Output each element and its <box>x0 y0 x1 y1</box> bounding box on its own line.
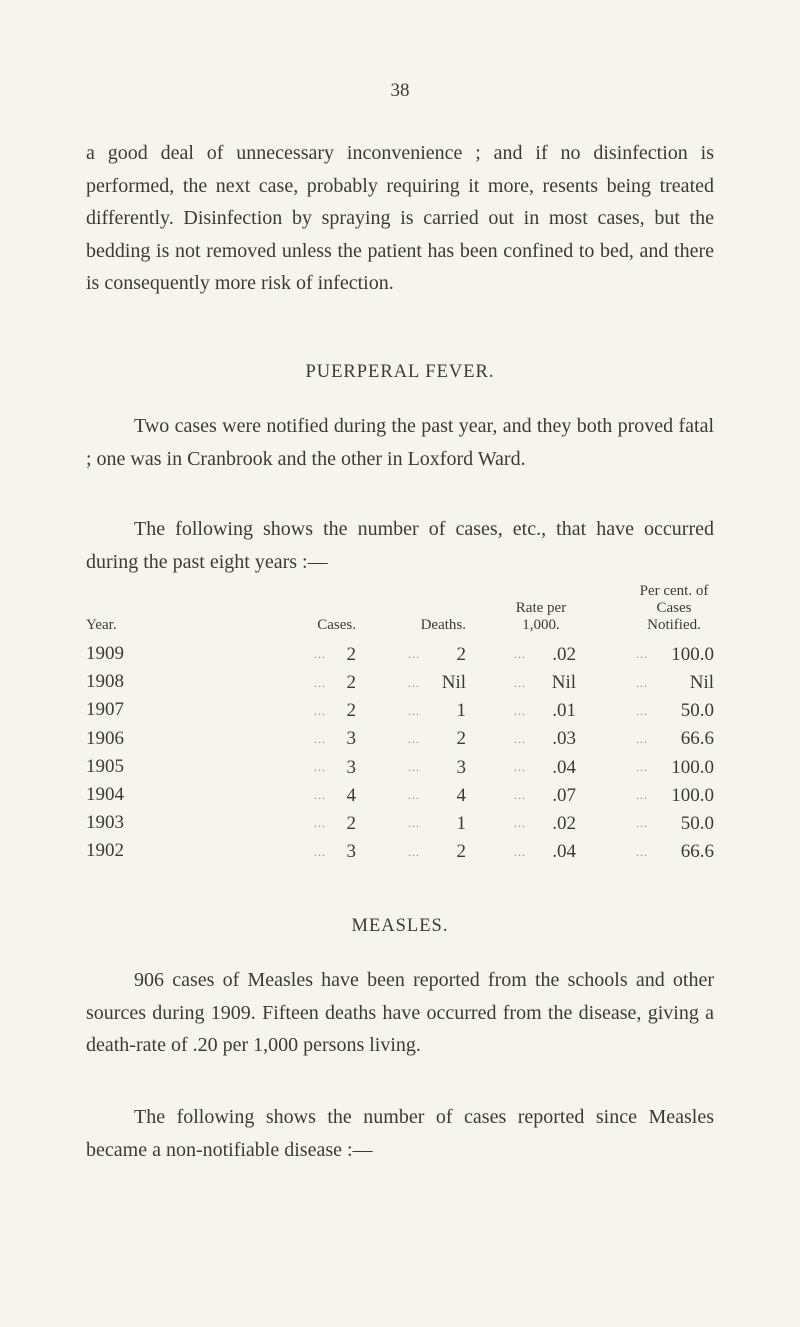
leader-dots: ... <box>636 731 648 746</box>
cell-wrap <box>466 757 576 779</box>
cell-cases <box>206 640 356 668</box>
cell-cases <box>206 725 356 753</box>
leader-dots: ... <box>314 647 326 662</box>
leader-dots: ... <box>514 816 526 831</box>
leader-dots: ... <box>636 703 648 718</box>
cell-value: Nil <box>441 672 466 694</box>
leader-dots: ... <box>314 844 326 859</box>
cell-wrap <box>576 813 714 835</box>
table-row <box>86 725 714 753</box>
cell-deaths <box>356 837 466 865</box>
cell-value: .02 <box>552 812 576 834</box>
leader-dots: ... <box>514 703 526 718</box>
cell-wrap <box>356 841 466 863</box>
cell-value: 4 <box>456 784 466 806</box>
cell-value: .01 <box>552 700 576 722</box>
cell-value: 3 <box>456 756 466 778</box>
leader-dots: ... <box>514 731 526 746</box>
cell-cases <box>206 753 356 781</box>
leader-dots: ... <box>636 844 648 859</box>
leader-dots: ... <box>636 647 648 662</box>
cell-year: 1904 <box>86 784 124 806</box>
paragraph-table-intro: The following shows the number of cases, etc., that have occurred during the past eight years :— <box>86 518 714 573</box>
header-rate <box>466 583 576 640</box>
leader-dots: ... <box>636 675 648 690</box>
leader-dots: ... <box>408 844 420 859</box>
header-year: Year. <box>86 617 117 633</box>
cell-value: .07 <box>552 784 576 806</box>
leader-dots: ... <box>314 675 326 690</box>
cell-pct <box>576 809 714 837</box>
leader-dots: ... <box>408 816 420 831</box>
cell-value: 2 <box>456 841 466 863</box>
cell-value: 2 <box>456 728 466 750</box>
cell-wrap <box>576 728 714 750</box>
cell-value: Nil <box>689 672 714 694</box>
cell-value: 66.6 <box>680 728 714 750</box>
cell-value: 50.0 <box>680 812 714 834</box>
cell-wrap <box>466 700 576 722</box>
leader-dots: ... <box>636 788 648 803</box>
cell-wrap <box>206 644 356 666</box>
leader-dots: ... <box>514 760 526 775</box>
cell-wrap <box>206 757 356 779</box>
cell-value: .03 <box>552 728 576 750</box>
cell-cases <box>206 781 356 809</box>
cell-wrap <box>206 813 356 835</box>
cell-value: 50.0 <box>680 700 714 722</box>
cell-wrap <box>356 672 466 694</box>
cell-wrap <box>576 672 714 694</box>
cell-wrap <box>576 785 714 807</box>
cell-wrap <box>466 728 576 750</box>
cell-pct <box>576 837 714 865</box>
cell-wrap <box>356 785 466 807</box>
cell-value: 100.0 <box>671 784 714 806</box>
cell-deaths <box>356 668 466 696</box>
cell-value: 2 <box>346 643 356 665</box>
leader-dots: ... <box>514 844 526 859</box>
cell-wrap <box>356 644 466 666</box>
header-percent <box>576 583 714 640</box>
leader-dots: ... <box>408 647 420 662</box>
leader-dots: ... <box>314 760 326 775</box>
paragraph-measles-cases: 906 cases of Measles have been reported from the schools and other sources during 1909. Fifteen deaths have occurred from the disease, giving a death-rate of .20 per 1,000 persons living. <box>86 969 714 1056</box>
cell-rate <box>466 696 576 724</box>
cell-year: 1906 <box>86 727 124 749</box>
cell-value: Nil <box>551 672 576 694</box>
cell-value: 4 <box>346 784 356 806</box>
heading-puerperal-fever: PUERPERAL FEVER. <box>305 362 495 382</box>
leader-dots: ... <box>314 731 326 746</box>
cell-wrap <box>576 644 714 666</box>
cell-rate <box>466 668 576 696</box>
cell-wrap <box>466 672 576 694</box>
leader-dots: ... <box>408 788 420 803</box>
cell-pct <box>576 725 714 753</box>
cell-pct <box>576 753 714 781</box>
leader-dots: ... <box>636 816 648 831</box>
cell-wrap <box>466 813 576 835</box>
cell-deaths <box>356 696 466 724</box>
cell-deaths <box>356 753 466 781</box>
paragraph-disinfection: a good deal of unnecessary inconvenience ; and if no disinfection is performed, the next case, probably requiring it more, resents being treated differently. Disinfection by spraying is carried out in most cases, but the bedding is not removed unless the patient has been confined to bed, and there is consequently more risk of infection. <box>86 142 714 294</box>
cell-pct <box>576 696 714 724</box>
cell-wrap <box>356 700 466 722</box>
leader-dots: ... <box>408 703 420 718</box>
cell-wrap <box>356 757 466 779</box>
cell-deaths <box>356 781 466 809</box>
leader-dots: ... <box>408 675 420 690</box>
cell-pct <box>576 640 714 668</box>
cell-value: 1 <box>456 812 466 834</box>
table-row <box>86 753 714 781</box>
cell-value: 100.0 <box>671 643 714 665</box>
cell-cases <box>206 668 356 696</box>
leader-dots: ... <box>514 788 526 803</box>
cell-value: 2 <box>346 700 356 722</box>
leader-dots: ... <box>408 760 420 775</box>
cell-wrap <box>356 813 466 835</box>
header-cases: Cases. <box>317 617 356 633</box>
leader-dots: ... <box>514 675 526 690</box>
table-row <box>86 640 714 668</box>
cell-wrap <box>576 841 714 863</box>
cell-value: .02 <box>552 643 576 665</box>
leader-dots: ... <box>636 760 648 775</box>
cell-wrap <box>206 841 356 863</box>
paragraph-puerperal-cases: Two cases were notified during the past year, and they both proved fatal ; one was in Cranbrook and the other in Loxford Ward. <box>86 415 714 470</box>
cell-wrap <box>206 700 356 722</box>
cell-value: 3 <box>346 728 356 750</box>
table-row <box>86 837 714 865</box>
cell-rate <box>466 809 576 837</box>
cell-value: 100.0 <box>671 756 714 778</box>
leader-dots: ... <box>314 788 326 803</box>
cell-wrap <box>466 644 576 666</box>
table-row <box>86 809 714 837</box>
paragraph-measles-intro: The following shows the number of cases reported since Measles became a non-notifiable disease :— <box>86 1106 714 1161</box>
leader-dots: ... <box>408 731 420 746</box>
cell-year: 1907 <box>86 699 124 721</box>
cell-wrap <box>206 728 356 750</box>
cell-cases <box>206 837 356 865</box>
cell-value: 2 <box>346 672 356 694</box>
page-number: 38 <box>390 80 410 101</box>
cell-wrap <box>466 841 576 863</box>
cell-wrap <box>576 757 714 779</box>
cell-wrap <box>356 728 466 750</box>
cell-year: 1903 <box>86 812 124 834</box>
header-percent-text: Per cent. of Cases Notified. <box>639 583 709 633</box>
cell-year: 1902 <box>86 840 124 862</box>
cell-value: 1 <box>456 700 466 722</box>
cell-wrap <box>466 785 576 807</box>
table-row <box>86 696 714 724</box>
puerperal-fever-table <box>86 583 714 866</box>
cell-rate <box>466 781 576 809</box>
cell-wrap <box>576 700 714 722</box>
cell-cases <box>206 809 356 837</box>
cell-value: 2 <box>346 812 356 834</box>
table-header-row <box>86 583 714 640</box>
cell-deaths <box>356 640 466 668</box>
cell-wrap <box>206 785 356 807</box>
cell-value: 66.6 <box>680 841 714 863</box>
cell-year: 1905 <box>86 755 124 777</box>
cell-wrap <box>206 672 356 694</box>
cell-value: .04 <box>552 756 576 778</box>
cell-pct <box>576 668 714 696</box>
leader-dots: ... <box>514 647 526 662</box>
header-deaths: Deaths. <box>420 617 466 633</box>
cell-value: .04 <box>552 841 576 863</box>
cell-year: 1908 <box>86 671 124 693</box>
cell-rate <box>466 837 576 865</box>
cell-rate <box>466 725 576 753</box>
cell-value: 3 <box>346 756 356 778</box>
cell-pct <box>576 781 714 809</box>
cell-rate <box>466 753 576 781</box>
cell-deaths <box>356 809 466 837</box>
heading-measles: MEASLES. <box>351 916 449 936</box>
cell-value: 3 <box>346 841 356 863</box>
cell-value: 2 <box>456 643 466 665</box>
cell-rate <box>466 640 576 668</box>
table-row <box>86 781 714 809</box>
table-row <box>86 668 714 696</box>
leader-dots: ... <box>314 703 326 718</box>
header-rate-text: Rate per 1,000. <box>515 600 567 633</box>
cell-cases <box>206 696 356 724</box>
leader-dots: ... <box>314 816 326 831</box>
cell-deaths <box>356 725 466 753</box>
cell-year: 1909 <box>86 643 124 665</box>
